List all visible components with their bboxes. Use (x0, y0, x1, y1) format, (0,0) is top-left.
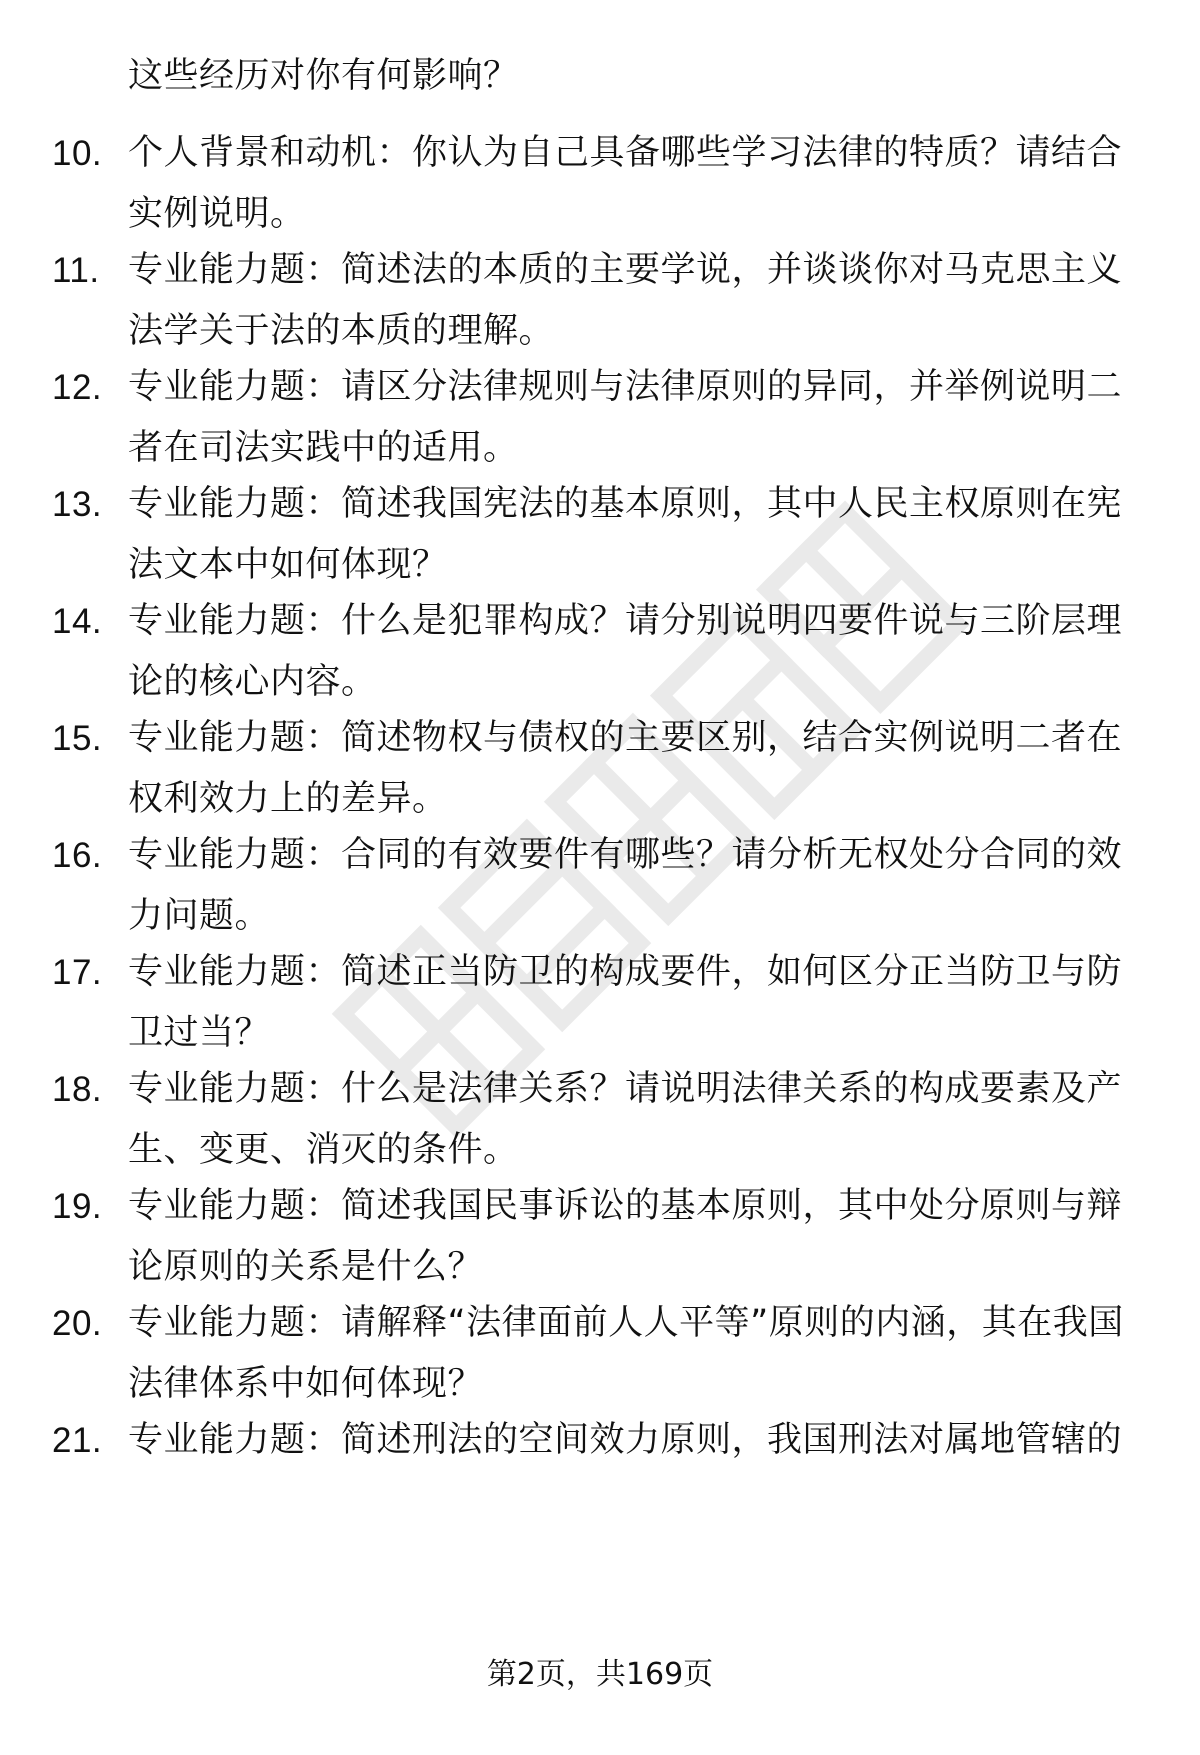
question-number: 19. (52, 1187, 103, 1226)
question-number: 14. (52, 602, 103, 641)
question-number: 13. (52, 485, 103, 524)
question-text: 专业能力题：请区分法律规则与法律原则的异同，并举例说明二者在司法实践中的适用。 (128, 367, 1123, 468)
question-text: 专业能力题：什么是法律关系？请说明法律关系的构成要素及产生、变更、消灭的条件。 (128, 1069, 1123, 1170)
question-text: 专业能力题：简述我国民事诉讼的基本原则，其中处分原则与辩论原则的关系是什么？ (128, 1186, 1123, 1287)
question-text: 个人背景和动机：你认为自己具备哪些学习法律的特质？请结合实例说明。 (128, 133, 1123, 234)
question-number: 15. (52, 719, 103, 758)
question-number: 21. (52, 1421, 103, 1460)
question-text: 专业能力题：简述刑法的空间效力原则，我国刑法对属地管辖的 (128, 1420, 1123, 1460)
question-text: 专业能力题：请解释“法律面前人人平等”原则的内涵，其在我国法律体系中如何体现？ (128, 1303, 1124, 1404)
question-number: 20. (52, 1304, 103, 1343)
question-text: 专业能力题：简述物权与债权的主要区别，结合实例说明二者在权利效力上的差异。 (128, 718, 1123, 819)
question-text: 专业能力题：合同的有效要件有哪些？请分析无权处分合同的效力问题。 (128, 835, 1123, 936)
continuation-text: 这些经历对你有何影响？ (128, 56, 519, 96)
question-number: 12. (52, 368, 103, 407)
question-number: 16. (52, 836, 103, 875)
question-text: 专业能力题：简述正当防卫的构成要件，如何区分正当防卫与防卫过当？ (128, 952, 1123, 1053)
question-text: 专业能力题：简述法的本质的主要学说，并谈谈你对马克思主义法学关于法的本质的理解。 (128, 250, 1123, 351)
question-number: 10. (52, 134, 103, 173)
question-number: 11. (52, 251, 100, 290)
question-text: 专业能力题：简述我国宪法的基本原则，其中人民主权原则在宪法文本中如何体现？ (128, 484, 1123, 585)
question-text: 专业能力题：什么是犯罪构成？请分别说明四要件说与三阶层理论的核心内容。 (128, 601, 1123, 702)
page-footer: 第2页，共169页 (486, 1657, 714, 1692)
question-number: 18. (52, 1070, 103, 1109)
question-number: 17. (52, 953, 103, 992)
